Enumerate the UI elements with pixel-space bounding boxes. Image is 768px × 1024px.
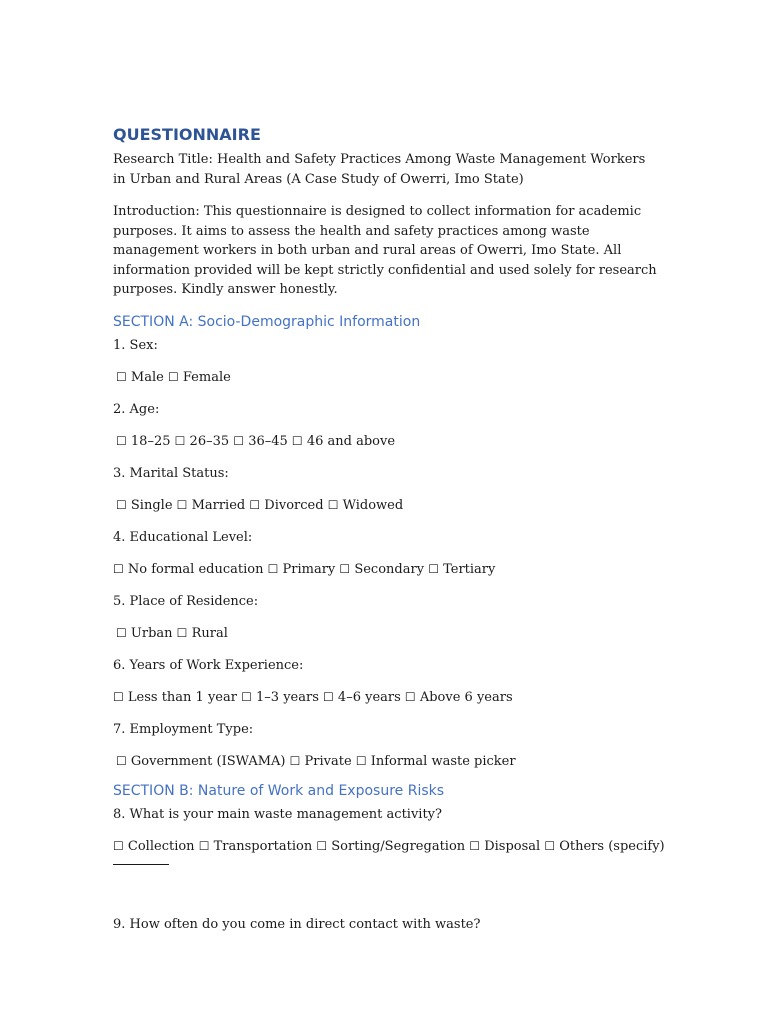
- checkbox-icon[interactable]: ☐: [249, 497, 261, 512]
- option-label: Widowed: [342, 497, 404, 513]
- question-6: 6. Years of Work Experience:: [113, 657, 304, 673]
- option-label: Government (ISWAMA): [130, 753, 286, 769]
- question-6-options: [113, 688, 658, 707]
- option-label: Others (specify): [559, 838, 665, 854]
- option-primary[interactable]: [268, 562, 336, 577]
- option-1-3-years[interactable]: [241, 690, 319, 705]
- option-label: Urban: [130, 625, 173, 641]
- question-9: 9. How often do you come in direct contact with waste?: [113, 916, 481, 932]
- question-3-options: [113, 496, 658, 515]
- option-tertiary[interactable]: [428, 562, 495, 577]
- option-label: Less than 1 year: [127, 689, 237, 705]
- page-title: QUESTIONNAIRE: [113, 125, 261, 144]
- question-7-options: [113, 752, 658, 771]
- option-government-iswama[interactable]: [116, 754, 285, 769]
- option-married[interactable]: [177, 498, 246, 513]
- document-body: [113, 124, 665, 947]
- checkbox-icon[interactable]: ☐: [116, 433, 127, 448]
- checkbox-icon[interactable]: ☐: [323, 689, 334, 704]
- option-single[interactable]: [116, 498, 173, 513]
- question-7: 7. Employment Type:: [113, 721, 254, 737]
- option-label: 1–3 years: [256, 689, 319, 705]
- question-1: 1. Sex:: [113, 337, 158, 353]
- option-label: Single: [130, 497, 173, 513]
- question-4: 4. Educational Level:: [113, 529, 253, 545]
- option-46-and-above[interactable]: [292, 434, 395, 449]
- option-no-formal-education[interactable]: [113, 562, 263, 577]
- option-36-45[interactable]: [233, 434, 288, 449]
- checkbox-icon[interactable]: ☐: [174, 433, 186, 448]
- question-4-options: [113, 560, 658, 579]
- specify-blank-line[interactable]: [113, 856, 169, 865]
- option-private[interactable]: [290, 754, 352, 769]
- checkbox-icon[interactable]: ☐: [316, 838, 328, 853]
- checkbox-icon[interactable]: ☐: [176, 497, 188, 512]
- option-label: Disposal: [484, 838, 541, 854]
- option-urban[interactable]: [116, 626, 173, 641]
- option-label: Rural: [191, 625, 228, 641]
- introduction-paragraph: Introduction: This questionnaire is designed to collect information for academic purposes. It aims to assess the health and safety practices among waste management workers in both urban and rural areas of Owerri, Imo State. All information provided will be kept strictly confidential and used solely for research purposes. Kindly answer honestly.: [113, 204, 657, 297]
- option-label: Collection: [127, 838, 195, 854]
- checkbox-icon[interactable]: ☐: [355, 753, 367, 768]
- checkbox-icon[interactable]: ☐: [339, 561, 351, 576]
- option-label: Male: [130, 369, 164, 385]
- checkbox-icon[interactable]: ☐: [291, 433, 303, 448]
- option-label: Female: [182, 369, 231, 385]
- option-male[interactable]: [116, 370, 164, 385]
- checkbox-icon[interactable]: ☐: [113, 689, 124, 704]
- option-label: Married: [191, 497, 246, 513]
- checkbox-icon[interactable]: ☐: [116, 753, 127, 768]
- question-8-options: [113, 837, 665, 856]
- option-label: Secondary: [354, 561, 425, 577]
- option-transportation[interactable]: [199, 839, 313, 854]
- checkbox-icon[interactable]: ☐: [327, 497, 339, 512]
- option-26-35[interactable]: [175, 434, 230, 449]
- option-label: Tertiary: [443, 561, 496, 577]
- checkbox-icon[interactable]: ☐: [116, 625, 127, 640]
- option-informal-waste-picker[interactable]: [356, 754, 516, 769]
- checkbox-icon[interactable]: ☐: [469, 838, 481, 853]
- option-above-6-years[interactable]: [405, 690, 513, 705]
- question-1-options: [113, 368, 658, 387]
- option-female[interactable]: [168, 370, 231, 385]
- option-label: 26–35: [189, 433, 230, 449]
- option-label: 4–6 years: [337, 689, 401, 705]
- question-2: 2. Age:: [113, 401, 160, 417]
- checkbox-icon[interactable]: ☐: [428, 561, 439, 576]
- option-label: 46 and above: [306, 433, 396, 449]
- checkbox-icon[interactable]: ☐: [544, 838, 556, 853]
- option-disposal[interactable]: [469, 839, 540, 854]
- option-label: Informal waste picker: [370, 753, 516, 769]
- checkbox-icon[interactable]: ☐: [241, 689, 252, 704]
- option-widowed[interactable]: [328, 498, 404, 513]
- option-label: 18–25: [130, 433, 171, 449]
- option-less-than-1-year[interactable]: [113, 690, 237, 705]
- checkbox-icon[interactable]: ☐: [116, 497, 127, 512]
- checkbox-icon[interactable]: ☐: [289, 753, 301, 768]
- checkbox-icon[interactable]: ☐: [167, 369, 179, 384]
- option-collection[interactable]: [113, 839, 195, 854]
- option-others-specify[interactable]: [544, 839, 664, 854]
- option-label: Sorting/Segregation: [331, 838, 466, 854]
- option-rural[interactable]: [177, 626, 228, 641]
- option-4-6-years[interactable]: [323, 690, 401, 705]
- option-label: Transportation: [213, 838, 313, 854]
- section-b-heading: SECTION B: Nature of Work and Exposure Risks: [113, 782, 445, 799]
- question-5: 5. Place of Residence:: [113, 593, 259, 609]
- option-label: 36–45: [248, 433, 288, 449]
- option-label: No formal education: [127, 561, 264, 577]
- option-divorced[interactable]: [249, 498, 323, 513]
- option-secondary[interactable]: [339, 562, 424, 577]
- question-3: 3. Marital Status:: [113, 465, 229, 481]
- checkbox-icon[interactable]: ☐: [404, 689, 416, 704]
- research-title: Research Title: Health and Safety Practices Among Waste Management Workers in Urban and Rural Areas (A Case Study of Owerri, Imo State): [113, 152, 646, 187]
- option-18-25[interactable]: [116, 434, 171, 449]
- checkbox-icon[interactable]: ☐: [267, 561, 279, 576]
- option-label: Primary: [282, 561, 336, 577]
- question-8: 8. What is your main waste management activity?: [113, 806, 442, 822]
- question-5-options: [113, 624, 658, 643]
- option-sorting-segregation[interactable]: [316, 839, 465, 854]
- checkbox-icon[interactable]: ☐: [198, 838, 210, 853]
- option-label: Private: [304, 753, 352, 769]
- option-label: Above 6 years: [419, 689, 513, 705]
- question-2-options: [113, 432, 658, 451]
- checkbox-icon[interactable]: ☐: [233, 433, 245, 448]
- checkbox-icon[interactable]: ☐: [113, 838, 124, 853]
- checkbox-icon[interactable]: ☐: [113, 561, 124, 576]
- section-a-questions: [113, 336, 658, 771]
- checkbox-icon[interactable]: ☐: [176, 625, 188, 640]
- option-label: Divorced: [264, 497, 324, 513]
- section-a-heading: SECTION A: Socio-Demographic Information: [113, 313, 421, 330]
- checkbox-icon[interactable]: ☐: [116, 369, 127, 384]
